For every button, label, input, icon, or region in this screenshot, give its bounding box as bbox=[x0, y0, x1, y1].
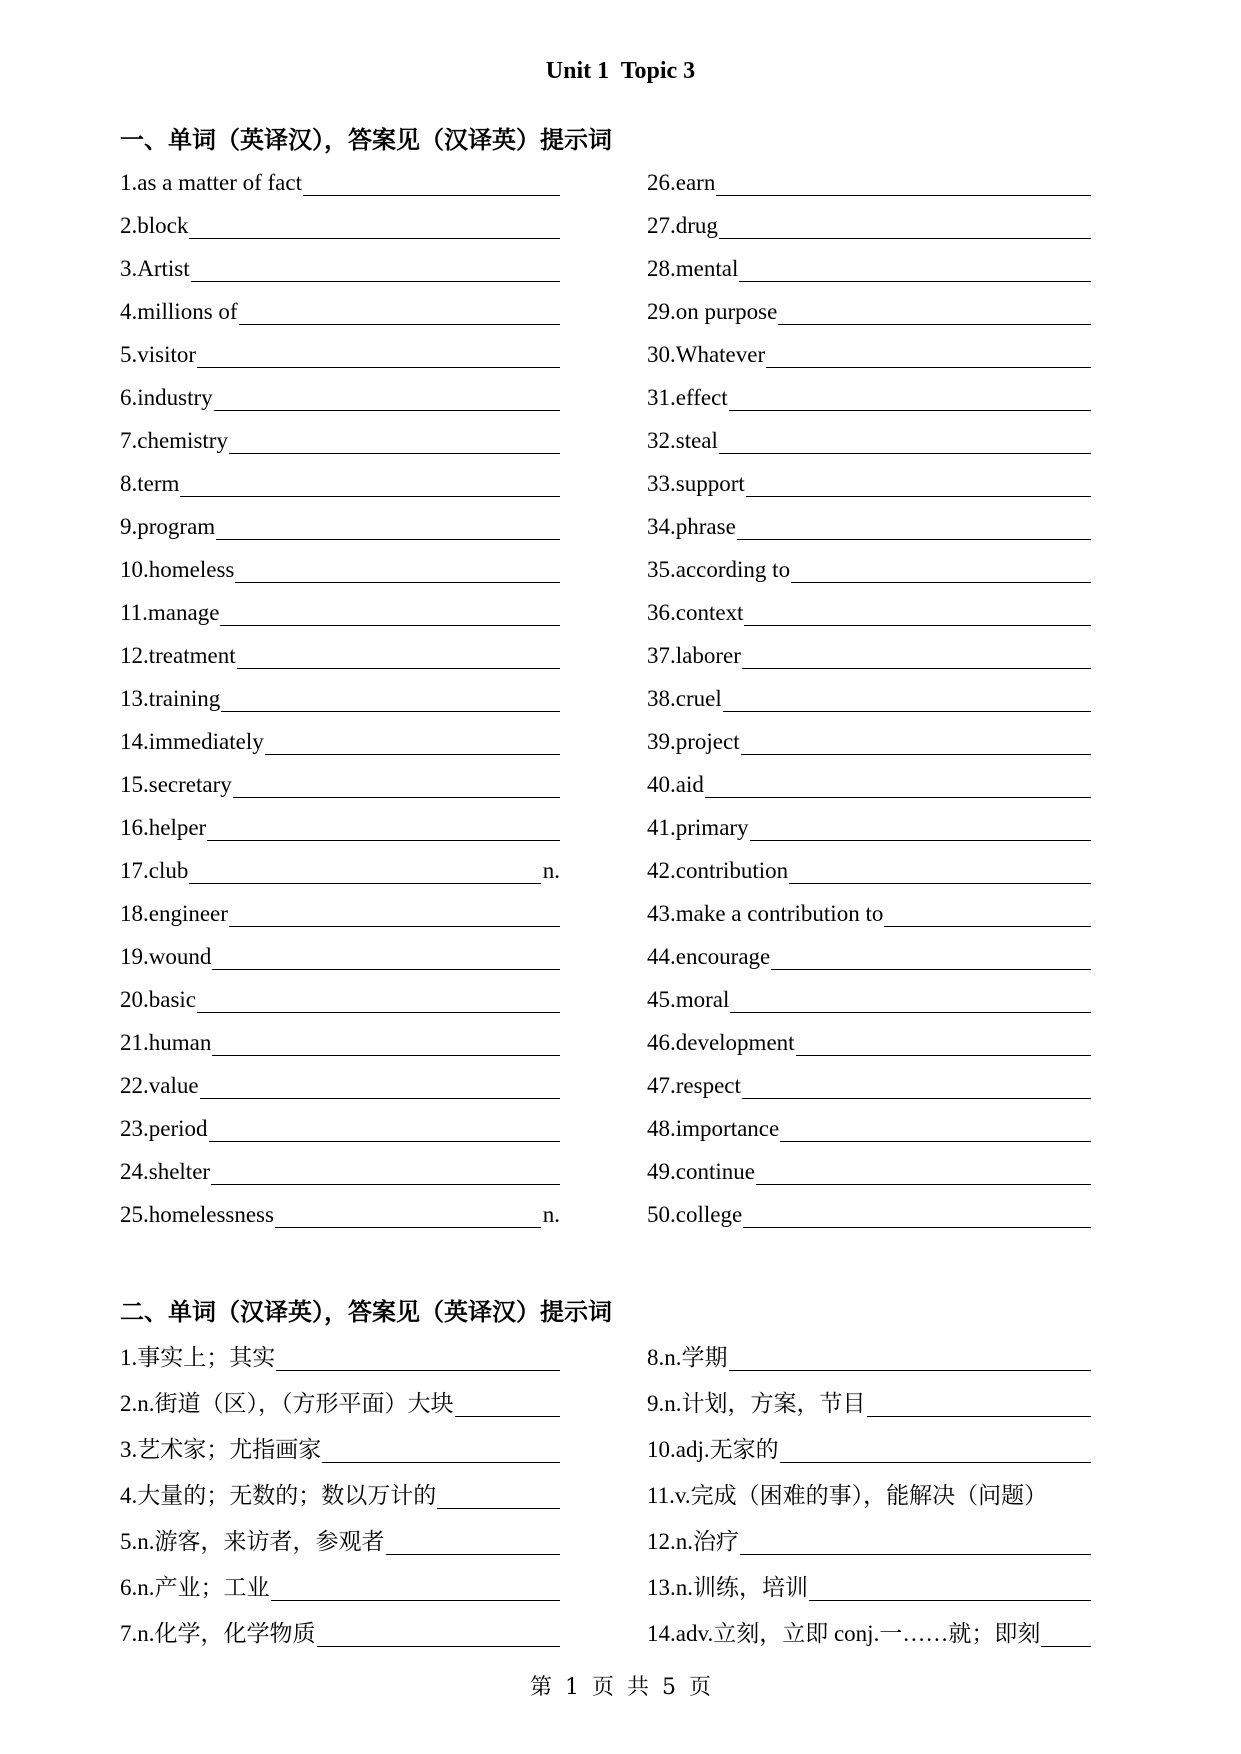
answer-blank[interactable] bbox=[303, 171, 560, 196]
blank-item bbox=[120, 1565, 560, 1601]
answer-blank[interactable] bbox=[723, 687, 1091, 712]
blank-item bbox=[120, 332, 560, 368]
section-1-heading: 一、单词（英译汉），答案见（汉译英）提示词 bbox=[120, 126, 612, 154]
answer-blank[interactable] bbox=[229, 902, 560, 927]
blank-item bbox=[647, 1192, 1091, 1228]
item-prompt: 2.n.街道（区），（方形平面）大块 bbox=[120, 1391, 454, 1416]
answer-blank[interactable] bbox=[778, 300, 1091, 325]
item-prompt: 26.earn bbox=[647, 170, 716, 195]
answer-blank[interactable] bbox=[809, 1576, 1091, 1601]
item-prompt: 48.importance bbox=[647, 1116, 780, 1141]
blank-item bbox=[647, 1427, 1091, 1463]
answer-blank[interactable] bbox=[275, 1203, 541, 1228]
answer-blank[interactable] bbox=[746, 472, 1091, 497]
answer-blank[interactable] bbox=[780, 1438, 1091, 1463]
answer-blank[interactable] bbox=[229, 429, 560, 454]
answer-blank[interactable] bbox=[220, 601, 560, 626]
answer-blank[interactable] bbox=[214, 386, 560, 411]
item-prompt: 16.helper bbox=[120, 815, 207, 840]
answer-blank[interactable] bbox=[207, 816, 560, 841]
item-prompt: 4.大量的；无数的；数以万计的 bbox=[120, 1483, 437, 1508]
blank-item bbox=[120, 934, 560, 970]
blank-item bbox=[120, 1473, 560, 1509]
part-of-speech-suffix: n. bbox=[542, 1202, 560, 1227]
item-prompt: 34.phrase bbox=[647, 514, 736, 539]
blank-item bbox=[120, 461, 560, 497]
answer-blank[interactable] bbox=[750, 816, 1091, 841]
answer-blank[interactable] bbox=[437, 1484, 560, 1509]
answer-blank[interactable] bbox=[180, 472, 560, 497]
item-prompt: 33.support bbox=[647, 471, 745, 496]
blank-item bbox=[120, 1519, 560, 1555]
answer-blank[interactable] bbox=[191, 257, 560, 282]
item-prompt: 46.development bbox=[647, 1030, 795, 1055]
blank-item bbox=[647, 332, 1091, 368]
item-prompt: 1.as a matter of fact bbox=[120, 170, 302, 195]
item-prompt: 8.term bbox=[120, 471, 180, 496]
item-prompt: 40.aid bbox=[647, 772, 704, 797]
item-prompt: 5.visitor bbox=[120, 342, 197, 367]
blank-item bbox=[120, 590, 560, 626]
blank-item bbox=[647, 160, 1091, 196]
answer-blank[interactable] bbox=[322, 1438, 560, 1463]
answer-blank[interactable] bbox=[780, 1117, 1091, 1142]
answer-blank[interactable] bbox=[743, 1203, 1091, 1228]
item-prompt: 13.training bbox=[120, 686, 221, 711]
answer-blank[interactable] bbox=[276, 1346, 560, 1371]
answer-blank[interactable] bbox=[233, 773, 560, 798]
item-prompt: 6.industry bbox=[120, 385, 213, 410]
blank-item bbox=[120, 547, 560, 583]
answer-blank[interactable] bbox=[197, 988, 560, 1013]
answer-blank[interactable] bbox=[239, 300, 560, 325]
blank-item bbox=[647, 977, 1091, 1013]
item-prompt: 36.context bbox=[647, 600, 744, 625]
answer-blank[interactable] bbox=[742, 644, 1091, 669]
answer-blank[interactable] bbox=[739, 257, 1091, 282]
item-prompt: 27.drug bbox=[647, 213, 718, 238]
answer-blank[interactable] bbox=[740, 1530, 1091, 1555]
item-prompt: 14.adv.立刻，立即 conj.一……就；即刻 bbox=[647, 1621, 1041, 1646]
answer-blank[interactable] bbox=[791, 558, 1091, 583]
item-prompt: 3.艺术家；尤指画家 bbox=[120, 1437, 322, 1462]
item-prompt: 47.respect bbox=[647, 1073, 741, 1098]
blank-item bbox=[647, 289, 1091, 325]
answer-blank[interactable] bbox=[212, 1031, 560, 1056]
answer-blank[interactable] bbox=[719, 429, 1091, 454]
blank-item bbox=[647, 891, 1091, 927]
blank-item bbox=[120, 375, 560, 411]
item-prompt: 9.program bbox=[120, 514, 216, 539]
answer-blank[interactable] bbox=[216, 515, 560, 540]
blank-item bbox=[647, 1381, 1091, 1417]
item-prompt: 4.millions of bbox=[120, 299, 238, 324]
item-prompt: 6.n.产业；工业 bbox=[120, 1575, 270, 1600]
blank-item bbox=[647, 504, 1091, 540]
answer-blank[interactable] bbox=[221, 687, 560, 712]
answer-blank[interactable] bbox=[271, 1576, 561, 1601]
item-prompt: 45.moral bbox=[647, 987, 730, 1012]
item-prompt: 19.wound bbox=[120, 944, 212, 969]
blank-item bbox=[647, 1106, 1091, 1142]
answer-blank[interactable] bbox=[212, 945, 560, 970]
answer-blank[interactable] bbox=[386, 1530, 561, 1555]
answer-blank[interactable] bbox=[737, 515, 1091, 540]
blank-item bbox=[120, 977, 560, 1013]
answer-blank[interactable] bbox=[716, 171, 1091, 196]
item-prompt: 3.Artist bbox=[120, 256, 190, 281]
item-prompt: 12.treatment bbox=[120, 643, 236, 668]
item-prompt: 20.basic bbox=[120, 987, 197, 1012]
blank-item bbox=[120, 1149, 560, 1185]
section-2-heading: 二、单词（汉译英），答案见（英译汉）提示词 bbox=[120, 1298, 612, 1326]
blank-item bbox=[120, 1192, 560, 1228]
answer-blank[interactable] bbox=[1041, 1622, 1091, 1647]
item-prompt: 43.make a contribution to bbox=[647, 901, 884, 926]
item-prompt: 38.cruel bbox=[647, 686, 722, 711]
blank-item bbox=[647, 719, 1091, 755]
item-prompt: 15.secretary bbox=[120, 772, 232, 797]
blank-item bbox=[120, 203, 560, 239]
item-prompt: 10.adj.无家的 bbox=[647, 1437, 779, 1462]
item-prompt: 24.shelter bbox=[120, 1159, 211, 1184]
item-prompt: 31.effect bbox=[647, 385, 728, 410]
blank-item bbox=[647, 848, 1091, 884]
item-prompt: 44.encourage bbox=[647, 944, 771, 969]
item-prompt: 11.manage bbox=[120, 600, 220, 625]
item-prompt: 35.according to bbox=[647, 557, 791, 582]
item-prompt: 28.mental bbox=[647, 256, 739, 281]
blank-item bbox=[120, 246, 560, 282]
blank-item bbox=[647, 375, 1091, 411]
blank-item bbox=[120, 805, 560, 841]
item-prompt: 12.n.治疗 bbox=[647, 1529, 739, 1554]
item-prompt: 32.steal bbox=[647, 428, 718, 453]
item-prompt: 11.v.完成（困难的事），能解决（问题） bbox=[647, 1483, 1048, 1508]
blank-item bbox=[120, 1106, 560, 1142]
answer-blank[interactable] bbox=[766, 343, 1091, 368]
blank-item bbox=[120, 160, 560, 196]
item-prompt: 49.continue bbox=[647, 1159, 755, 1184]
answer-blank[interactable] bbox=[237, 644, 560, 669]
blank-item bbox=[647, 1149, 1091, 1185]
blank-item bbox=[120, 418, 560, 454]
blank-item bbox=[120, 1335, 560, 1371]
blank-item bbox=[120, 891, 560, 927]
answer-blank[interactable] bbox=[867, 1392, 1092, 1417]
answer-blank[interactable] bbox=[742, 1074, 1091, 1099]
answer-blank[interactable] bbox=[209, 1117, 560, 1142]
blank-item bbox=[120, 1020, 560, 1056]
item-prompt: 2.block bbox=[120, 213, 189, 238]
blank-item bbox=[120, 1063, 560, 1099]
page-title: Unit 1 Topic 3 bbox=[545, 58, 696, 84]
blank-item bbox=[647, 805, 1091, 841]
blank-item bbox=[647, 934, 1091, 970]
item-prompt: 42.contribution bbox=[647, 858, 789, 883]
answer-blank[interactable] bbox=[455, 1392, 561, 1417]
blank-item bbox=[647, 246, 1091, 282]
item-prompt: 29.on purpose bbox=[647, 299, 778, 324]
item-prompt: 13.n.训练，培训 bbox=[647, 1575, 808, 1600]
item-prompt: 1.事实上；其实 bbox=[120, 1345, 276, 1370]
answer-blank[interactable] bbox=[200, 1074, 560, 1099]
item-prompt: 23.period bbox=[120, 1116, 208, 1141]
blank-item bbox=[120, 762, 560, 798]
answer-blank[interactable] bbox=[756, 1160, 1091, 1185]
blank-item bbox=[647, 1473, 1091, 1509]
answer-blank[interactable] bbox=[744, 601, 1091, 626]
item-prompt: 7.n.化学，化学物质 bbox=[120, 1621, 316, 1646]
blank-item bbox=[120, 719, 560, 755]
item-prompt: 17.club bbox=[120, 858, 189, 883]
answer-blank[interactable] bbox=[705, 773, 1091, 798]
part-of-speech-suffix: n. bbox=[542, 858, 560, 883]
blank-item bbox=[647, 633, 1091, 669]
answer-blank[interactable] bbox=[771, 945, 1091, 970]
blank-item bbox=[647, 590, 1091, 626]
answer-blank[interactable] bbox=[796, 1031, 1091, 1056]
item-prompt: 14.immediately bbox=[120, 729, 264, 754]
answer-blank[interactable] bbox=[789, 859, 1091, 884]
answer-blank[interactable] bbox=[884, 902, 1091, 927]
answer-blank[interactable] bbox=[265, 730, 560, 755]
answer-blank[interactable] bbox=[317, 1622, 561, 1647]
blank-item bbox=[120, 633, 560, 669]
answer-blank[interactable] bbox=[741, 730, 1091, 755]
item-prompt: 5.n.游客，来访者，参观者 bbox=[120, 1529, 385, 1554]
answer-blank[interactable] bbox=[189, 214, 560, 239]
blank-item bbox=[120, 676, 560, 712]
answer-blank[interactable] bbox=[719, 214, 1091, 239]
blank-item bbox=[647, 1611, 1091, 1647]
blank-item bbox=[647, 418, 1091, 454]
answer-blank[interactable] bbox=[730, 988, 1091, 1013]
blank-item bbox=[647, 676, 1091, 712]
item-prompt: 30.Whatever bbox=[647, 342, 766, 367]
answer-blank[interactable] bbox=[729, 386, 1091, 411]
answer-blank[interactable] bbox=[189, 859, 540, 884]
blank-item bbox=[647, 1063, 1091, 1099]
answer-blank[interactable] bbox=[235, 558, 560, 583]
blank-item bbox=[647, 547, 1091, 583]
item-prompt: 37.laborer bbox=[647, 643, 741, 668]
blank-item bbox=[647, 1020, 1091, 1056]
blank-item bbox=[647, 203, 1091, 239]
blank-item bbox=[647, 762, 1091, 798]
answer-blank[interactable] bbox=[211, 1160, 560, 1185]
blank-item bbox=[120, 504, 560, 540]
blank-item bbox=[647, 1565, 1091, 1601]
blank-item bbox=[647, 461, 1091, 497]
item-prompt: 50.college bbox=[647, 1202, 743, 1227]
item-prompt: 8.n.学期 bbox=[647, 1345, 728, 1370]
item-prompt: 18.engineer bbox=[120, 901, 228, 926]
item-prompt: 21.human bbox=[120, 1030, 212, 1055]
answer-blank[interactable] bbox=[729, 1346, 1092, 1371]
page-footer: 第 1 页 共 5 页 bbox=[530, 1675, 711, 1700]
blank-item bbox=[647, 1335, 1091, 1371]
item-prompt: 7.chemistry bbox=[120, 428, 228, 453]
answer-blank[interactable] bbox=[197, 343, 560, 368]
blank-item bbox=[647, 1519, 1091, 1555]
blank-item bbox=[120, 848, 560, 884]
blank-item bbox=[120, 289, 560, 325]
item-prompt: 39.project bbox=[647, 729, 740, 754]
item-prompt: 10.homeless bbox=[120, 557, 235, 582]
item-prompt: 9.n.计划，方案，节目 bbox=[647, 1391, 866, 1416]
item-prompt: 41.primary bbox=[647, 815, 749, 840]
item-prompt: 25.homelessness bbox=[120, 1202, 274, 1227]
blank-item bbox=[120, 1611, 560, 1647]
blank-item bbox=[120, 1427, 560, 1463]
blank-item bbox=[120, 1381, 560, 1417]
item-prompt: 22.value bbox=[120, 1073, 199, 1098]
